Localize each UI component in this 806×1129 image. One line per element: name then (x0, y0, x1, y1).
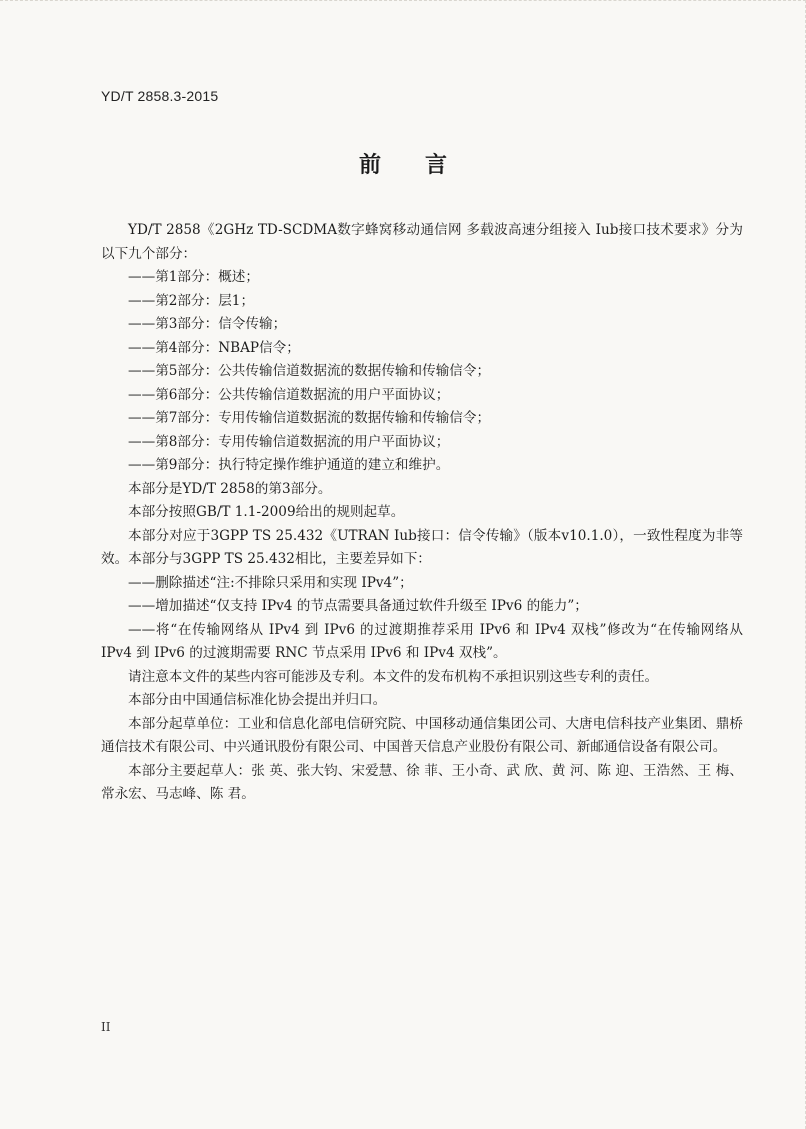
part-statement: 本部分是YD/T 2858的第3部分。 (128, 480, 332, 497)
list-item: ——第7部分：专用传输信道数据流的数据传输和传输信令； (128, 410, 491, 426)
list-item: ——第5部分：公共传输信道数据流的数据传输和传输信令； (128, 363, 491, 379)
differences-list (101, 572, 743, 666)
page-title: 前言 (358, 153, 491, 178)
list-item: ——删除描述“注:不排除只采用和实现 IPv4”； (128, 574, 413, 591)
list-item: ——第2部分：层1； (128, 292, 255, 309)
list-item: ——第4部分：NBAP信令； (128, 339, 300, 356)
list-item: ——第9部分：执行特定操作维护通道的建立和维护。 (128, 457, 450, 473)
patent-statement: 请注意本文件的某些内容可能涉及专利。本文件的发布机构不承担识别这些专利的责任。 (128, 668, 659, 685)
foreword-body (101, 219, 743, 807)
list-item: ——第1部分：概述； (128, 269, 259, 285)
list-item: ——第6部分：公共传输信道数据流的用户平面协议； (128, 386, 450, 403)
rules-statement: 本部分按照GB/T 1.1-2009给出的规则起草。 (128, 504, 405, 520)
page-number: II (101, 1020, 111, 1034)
drafters-statement: 本部分主要起草人：张 英、张大钧、宋爱慧、徐 菲、王小奇、武 欣、黄 河、陈 迎、王浩然、王 梅、常永宏、马志峰、陈 君。 (101, 762, 743, 802)
proposer-statement: 本部分由中国通信标准化协会提出并归口。 (128, 692, 387, 708)
document-code: YD/T 2858.3-2015 (101, 88, 219, 104)
list-item: ——第8部分：专用传输信道数据流的用户平面协议； (128, 433, 450, 450)
intro-paragraph: YD/T 2858《2GHz TD-SCDMA数字蜂窝移动通信网 多载波高速分组接入 Iub接口技术要求》分为以下九个部分： (101, 222, 743, 262)
list-item: ——将“在传输网络从 IPv4 到 IPv6 的过渡期推荐采用 IPv6 和 IPv4 双栈”修改为“在传输网络从 IPv4 到 IPv6 的过渡期需要 RNC 节点采用 IPv6 和 IPv4 双栈”。 (101, 621, 743, 661)
correspondence-statement: 本部分对应于3GPP TS 25.432《UTRAN Iub接口：信令传输》（版本v10.1.0），一致性程度为非等效。本部分与3GPP TS 25.432相比，主要差异如下： (101, 527, 743, 567)
list-item: ——第3部分：信令传输； (128, 316, 287, 332)
drafting-units-statement: 本部分起草单位：工业和信息化部电信研究院、中国移动通信集团公司、大唐电信科技产业集团、鼎桥通信技术有限公司、中兴通讯股份有限公司、中国普天信息产业股份有限公司、新邮通信设备有限公司。 (101, 715, 743, 755)
parts-list (101, 266, 743, 478)
list-item: ——增加描述“仅支持 IPv4 的节点需要具备通过软件升级至 IPv6 的能力”； (128, 598, 588, 614)
